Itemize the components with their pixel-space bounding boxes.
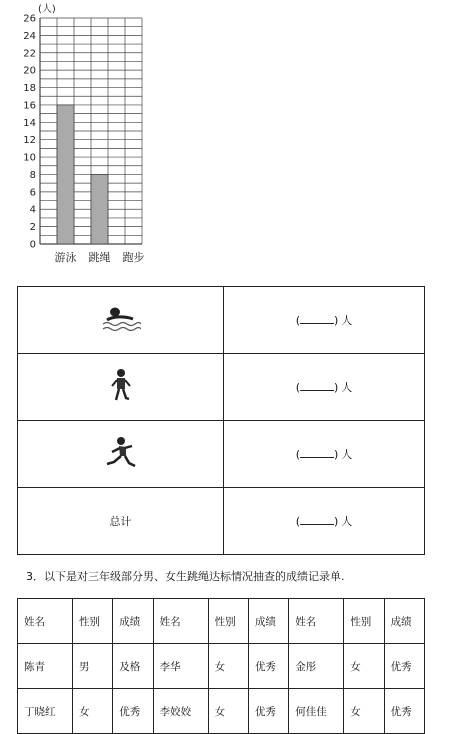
rope-answer-cell: [224, 354, 425, 421]
run-open-paren: (: [295, 448, 300, 461]
swim-unit: 人: [341, 314, 353, 327]
y-tick-label: 22: [23, 48, 36, 60]
grades-cell: 优秀: [384, 689, 424, 734]
tally-row-swim: [18, 287, 425, 354]
grades-cell: 陈青: [18, 644, 73, 689]
y-unit-label: (人): [38, 4, 56, 15]
rope-answer-blank[interactable]: [300, 380, 334, 391]
swimmer-icon: [101, 304, 141, 337]
grades-cell: 性别: [344, 599, 384, 644]
rope-unit: 人: [341, 381, 353, 394]
grades-cell: 女: [208, 644, 248, 689]
rope-open-paren: (: [295, 381, 300, 394]
y-tick-label: 4: [29, 204, 36, 216]
grades-cell: 女: [344, 644, 384, 689]
grades-cell: 李华: [153, 644, 208, 689]
grades-cell: 姓名: [289, 599, 344, 644]
rope-close-paren: ): [334, 381, 339, 394]
swim-close-paren: ): [334, 314, 339, 327]
bar-跳绳: [91, 174, 108, 244]
grades-cell: 优秀: [384, 644, 424, 689]
x-category-label: 跑步: [122, 251, 145, 264]
tally-row-rope: [18, 354, 425, 421]
y-tick-label: 16: [23, 100, 36, 112]
total-answer-cell: [224, 488, 425, 555]
swim-open-paren: (: [295, 314, 300, 327]
y-tick-label: 0: [29, 239, 36, 251]
grades-cell: 优秀: [248, 644, 288, 689]
y-tick-label: 14: [23, 117, 36, 129]
runner-cell: [18, 421, 224, 488]
y-tick-label: 26: [23, 13, 36, 25]
grades-cell: 优秀: [113, 689, 153, 734]
runner-icon: [102, 436, 140, 473]
grades-cell: 姓名: [153, 599, 208, 644]
total-open-paren: (: [295, 515, 300, 528]
grades-cell: 成绩: [248, 599, 288, 644]
y-tick-label: 8: [29, 169, 36, 181]
y-tick-label: 2: [29, 222, 36, 234]
grades-cell: 成绩: [113, 599, 153, 644]
run-answer-blank[interactable]: [300, 447, 334, 458]
run-unit: 人: [341, 448, 353, 461]
y-tick-label: 24: [23, 30, 36, 42]
run-answer-cell: [224, 421, 425, 488]
grades-cell: 及格: [113, 644, 153, 689]
tally-row-run: [18, 421, 425, 488]
grades-cell: 男: [72, 644, 112, 689]
y-tick-label: 20: [23, 65, 36, 77]
total-close-paren: ): [334, 515, 339, 528]
grades-cell: 女: [72, 689, 112, 734]
grades-cell: 优秀: [248, 689, 288, 734]
run-close-paren: ): [334, 448, 339, 461]
bar-chart: [0, 0, 160, 268]
grades-table: [17, 598, 425, 734]
rope-skipper-icon: [110, 368, 132, 407]
y-tick-label: 12: [23, 135, 36, 147]
grades-cell: 成绩: [384, 599, 424, 644]
grades-cell: 何佳佳: [289, 689, 344, 734]
grades-cell: 李姣姣: [153, 689, 208, 734]
y-tick-label: 6: [29, 187, 36, 199]
grades-cell: 女: [208, 689, 248, 734]
total-answer-blank[interactable]: [300, 514, 334, 525]
tally-table: [17, 286, 425, 555]
grades-cell: 姓名: [18, 599, 73, 644]
grades-cell: 性别: [208, 599, 248, 644]
total-label: 总计: [18, 488, 224, 555]
x-category-label: 跳绳: [88, 251, 111, 264]
y-tick-label: 10: [23, 152, 36, 164]
total-unit: 人: [341, 515, 353, 528]
y-tick-label: 18: [23, 83, 36, 95]
question-3-text: 3．以下是对三年级部分男、女生跳绳达标情况抽查的成绩记录单.: [26, 570, 345, 583]
grades-header-row: [18, 599, 425, 644]
swim-answer-blank[interactable]: [300, 313, 334, 324]
tally-row-total: [18, 488, 425, 555]
swim-answer-cell: [224, 287, 425, 354]
grades-cell: 丁晓红: [18, 689, 73, 734]
rope-cell: [18, 354, 224, 421]
bar-游泳: [57, 105, 74, 244]
grades-row: [18, 644, 425, 689]
grades-cell: 性别: [72, 599, 112, 644]
x-category-label: 游泳: [54, 251, 77, 264]
grades-cell: 金彤: [289, 644, 344, 689]
grades-cell: 女: [344, 689, 384, 734]
grades-row: [18, 689, 425, 734]
swimmer-cell: [18, 287, 224, 354]
